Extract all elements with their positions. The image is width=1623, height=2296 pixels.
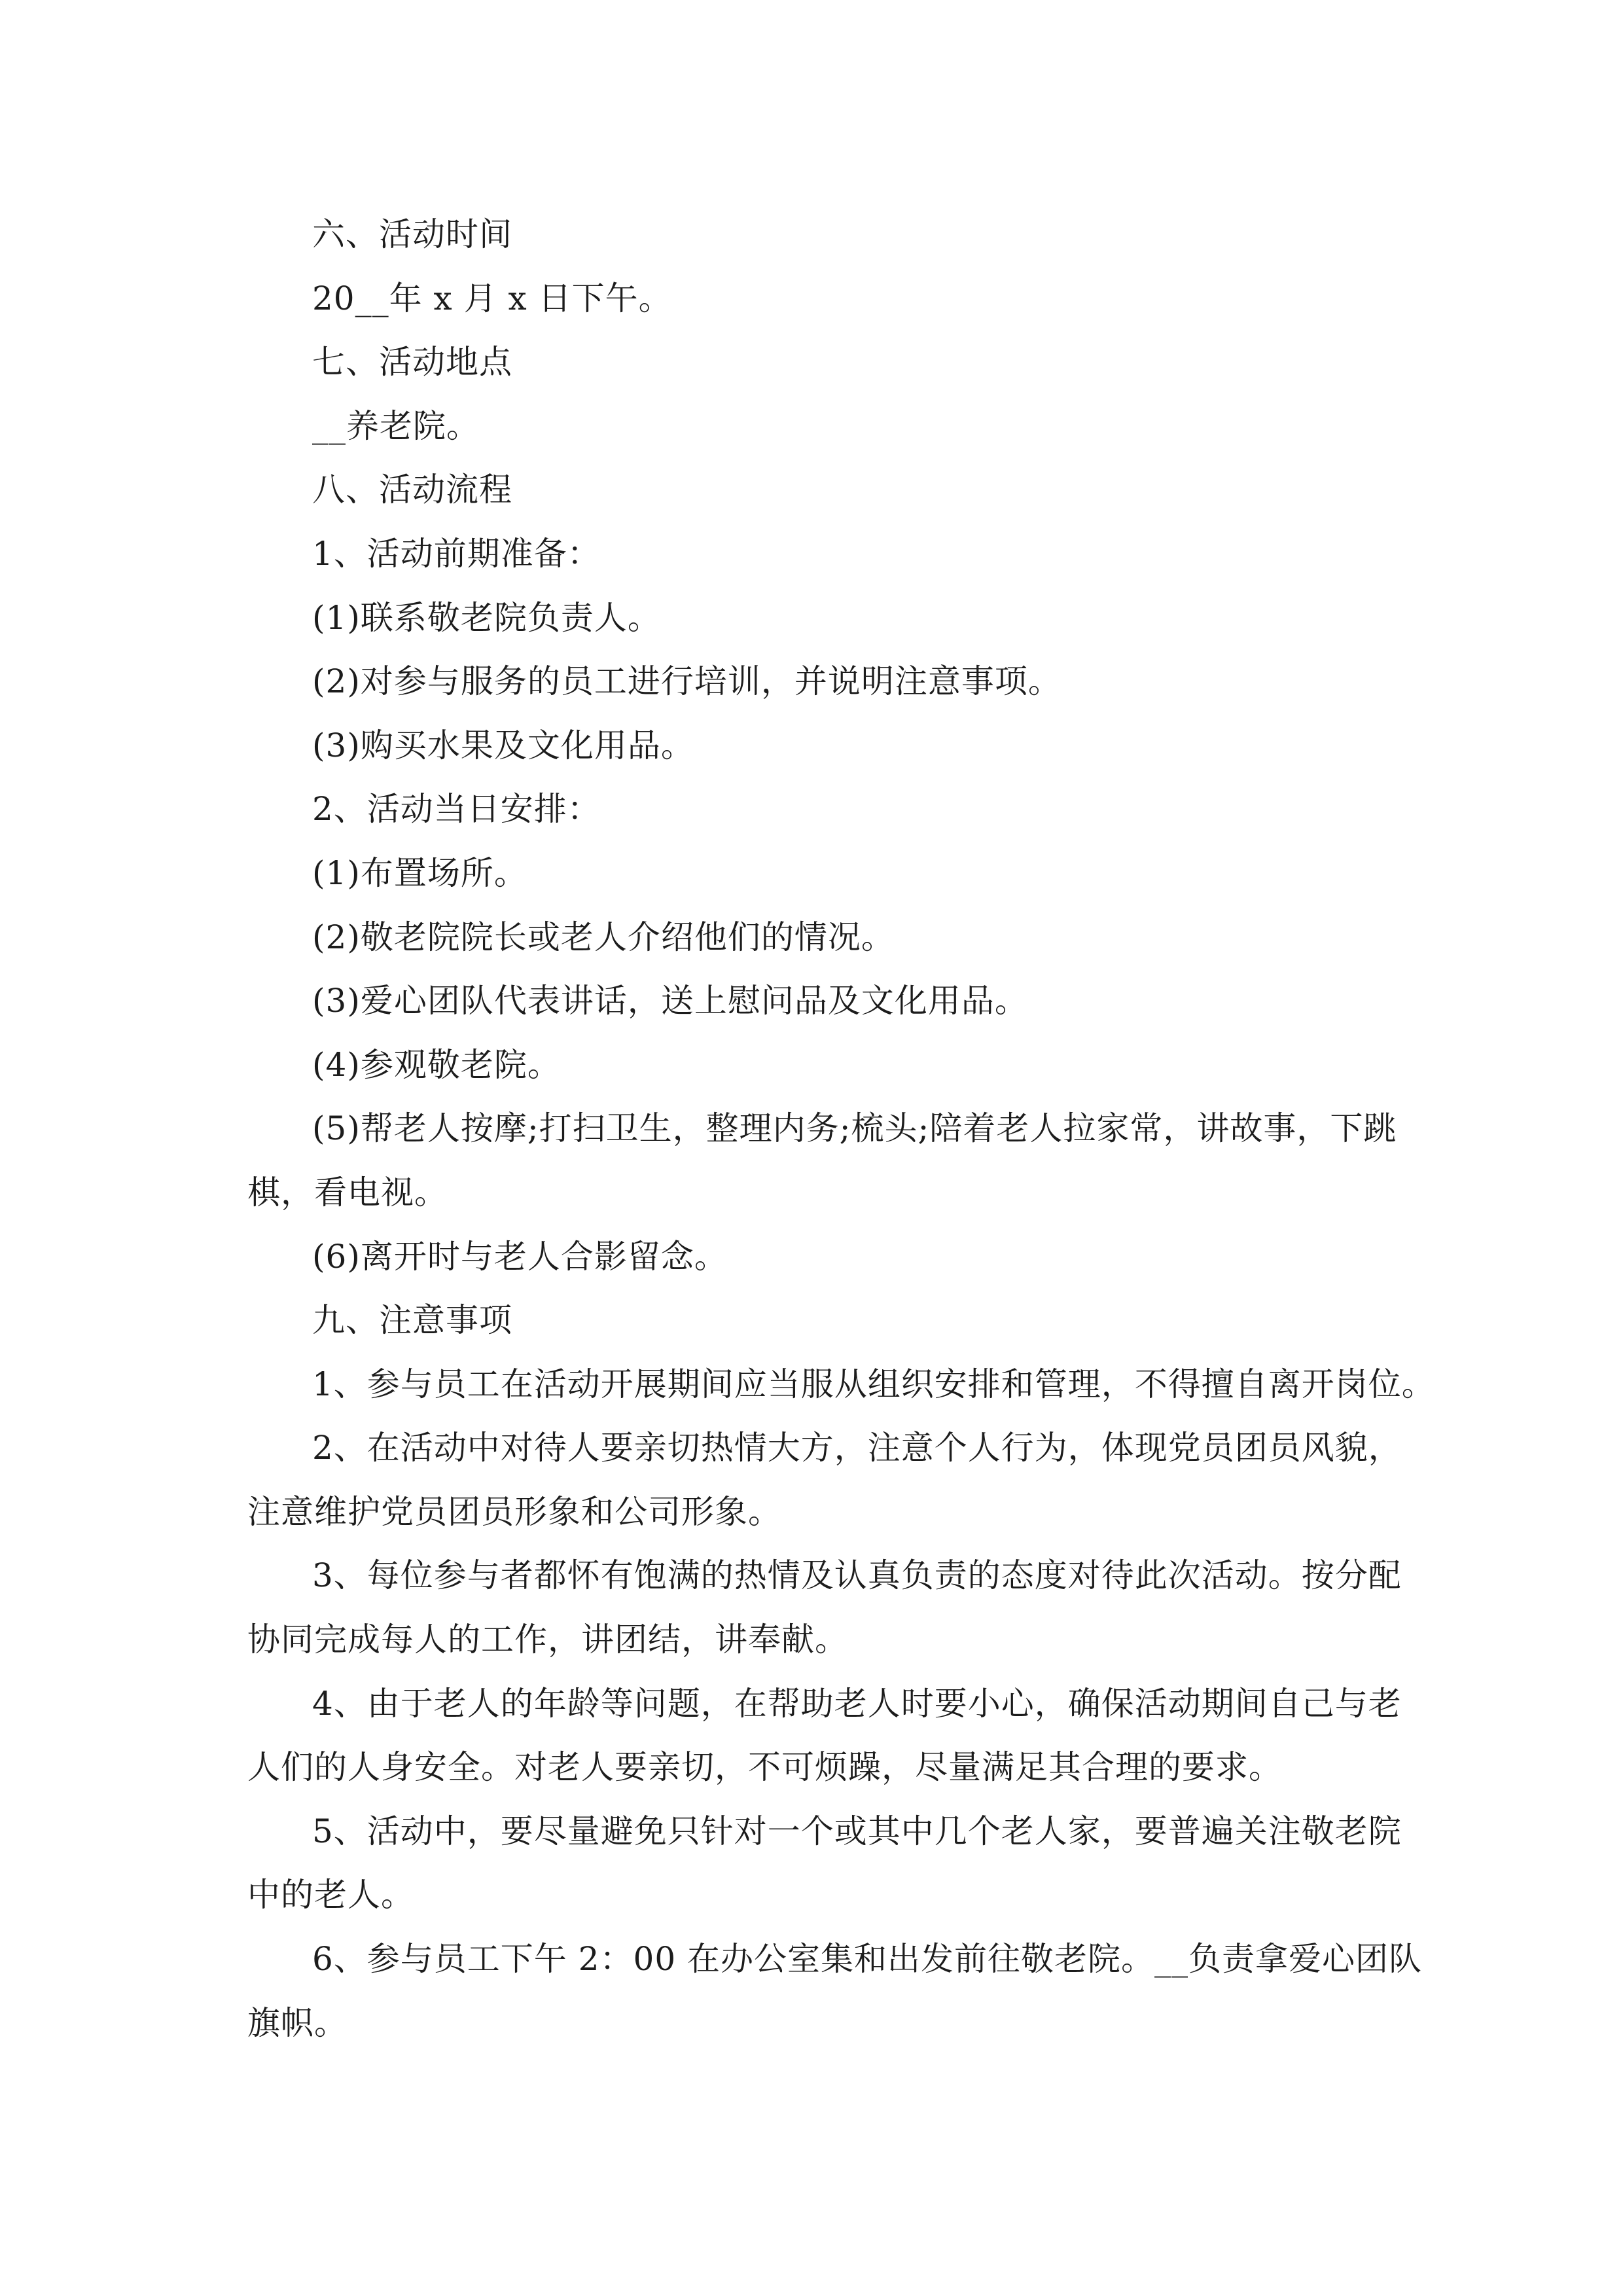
- list-item: (4)参观敬老院。: [312, 1045, 561, 1084]
- list-item-continuation: 棋，看电视。: [247, 1173, 448, 1211]
- paragraph-location: __养老院。: [312, 406, 480, 445]
- note-item: 3、每位参与者都怀有饱满的热情及认真负责的态度对待此次活动。按分配: [312, 1556, 1402, 1595]
- list-item: (6)离开时与老人合影留念。: [312, 1237, 728, 1276]
- note-item-continuation: 中的老人。: [247, 1876, 414, 1914]
- document-body: [247, 203, 1435, 2055]
- note-item: 1、参与员工在活动开展期间应当服从组织安排和管理，不得擅自离开岗位。: [312, 1365, 1435, 1403]
- paragraph-date: 20__年 x 月 x 日下午。: [312, 279, 672, 317]
- note-item: 4、由于老人的年龄等问题，在帮助老人时要小心，确保活动期间自己与老: [312, 1684, 1402, 1723]
- list-item: (2)敬老院院长或老人介绍他们的情况。: [312, 918, 895, 956]
- list-item: (1)联系敬老院负责人。: [312, 598, 661, 637]
- subheading-same-day: 2、活动当日安排：: [312, 790, 601, 829]
- subheading-preparation: 1、活动前期准备：: [312, 534, 601, 573]
- note-item-continuation: 人们的人身安全。对老人要亲切，不可烦躁，尽量满足其合理的要求。: [247, 1748, 1282, 1787]
- note-item-continuation: 旗帜。: [247, 2003, 348, 2042]
- note-item-continuation: 注意维护党员团员形象和公司形象。: [247, 1492, 781, 1531]
- note-item: 5、活动中，要尽量避免只针对一个或其中几个老人家，要普遍关注敬老院: [312, 1812, 1402, 1850]
- section-heading-process: 八、活动流程: [312, 471, 512, 509]
- note-item: 2、在活动中对待人要亲切热情大方，注意个人行为，体现党员团员风貌，: [312, 1429, 1402, 1467]
- note-item: 6、参与员工下午 2：00 在办公室集和出发前往敬老院。__负责拿爱心团队: [312, 1940, 1423, 1979]
- list-item: (5)帮老人按摩;打扫卫生，整理内务;梳头;陪着老人拉家常，讲故事，下跳: [312, 1109, 1397, 1148]
- note-item-continuation: 协同完成每人的工作，讲团结，讲奉献。: [247, 1621, 848, 1659]
- list-item: (3)购买水果及文化用品。: [312, 726, 694, 764]
- section-heading-time: 六、活动时间: [312, 215, 512, 253]
- list-item: (1)布置场所。: [312, 853, 527, 892]
- section-heading-notes: 九、注意事项: [312, 1301, 512, 1340]
- list-item: (2)对参与服务的员工进行培训，并说明注意事项。: [312, 662, 1061, 701]
- list-item: (3)爱心团队代表讲话，送上慰问品及文化用品。: [312, 982, 1028, 1020]
- section-heading-location: 七、活动地点: [312, 343, 512, 382]
